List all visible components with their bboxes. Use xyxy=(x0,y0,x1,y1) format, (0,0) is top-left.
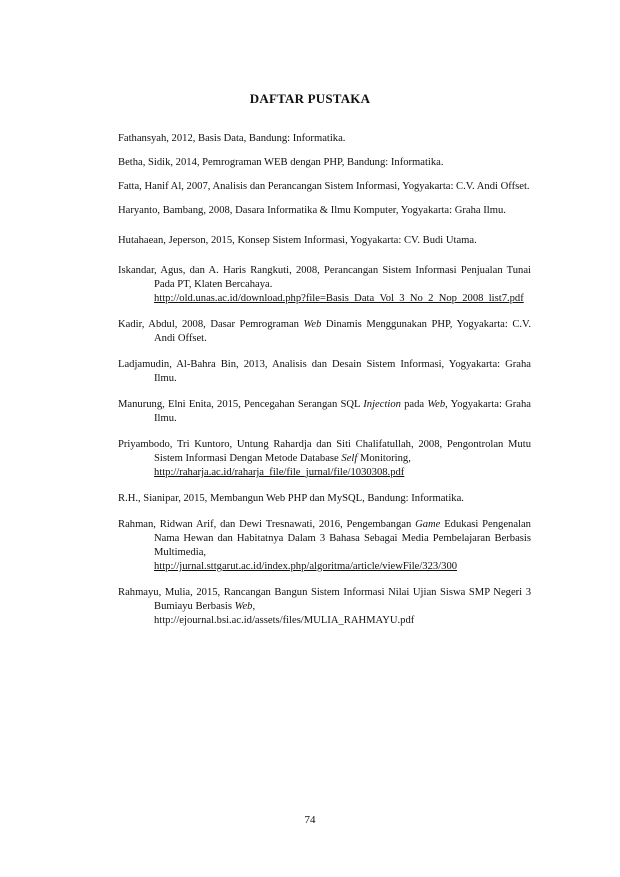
reference-item: Rahmayu, Mulia, 2015, Rancangan Bangun Sistem Informasi Nilai Ujian Siswa SMP Negeri 3 Bumiayu Berbasis Web, http://ejournal.bsi.ac.id/assets/files/MULIA_RAHMAYU.pdf xyxy=(118,587,531,626)
reference-item: Kadir, Abdul, 2008, Dasar Pemrograman Web Dinamis Menggunakan PHP, Yogyakarta: C.V. Andi Offset. xyxy=(118,319,531,344)
reference-link[interactable]: http://raharja.ac.id/raharja_file/file_jurnal/file/1030308.pdf xyxy=(154,467,405,478)
reference-list xyxy=(118,132,531,628)
reference-item: R.H., Sianipar, 2015, Membangun Web PHP dan MySQL, Bandung: Informatika. xyxy=(118,493,464,504)
reference-link[interactable]: http://old.unas.ac.id/download.php?file=Basis_Data_Vol_3_No_2_Nop_2008_list7.pdf xyxy=(154,293,524,304)
reference-item: Rahman, Ridwan Arif, dan Dewi Tresnawati, 2016, Pengembangan Game Edukasi Pengenalan Nama Hewan dan Habitatnya Dalam 3 Bahasa Sebagai Media Pembelajaran Berbasis Multimedia, http://jurnal.sttgarut.ac.id/index.php/algoritma/article/viewFile/323/300 xyxy=(118,519,531,572)
reference-item: Manurung, Elni Enita, 2015, Pencegahan Serangan SQL Injection pada Web, Yogyakarta: Graha Ilmu. xyxy=(118,399,531,424)
reference-url-text: http://ejournal.bsi.ac.id/assets/files/MULIA_RAHMAYU.pdf xyxy=(154,615,415,626)
reference-item: Fathansyah, 2012, Basis Data, Bandung: Informatika. xyxy=(118,133,346,144)
reference-item: Ladjamudin, Al-Bahra Bin, 2013, Analisis dan Desain Sistem Informasi, Yogyakarta: Graha Ilmu. xyxy=(118,359,531,384)
reference-item: Iskandar, Agus, dan A. Haris Rangkuti, 2008, Perancangan Sistem Informasi Penjualan Tunai Pada PT, Klaten Bercahaya. http://old.unas.ac.id/download.php?file=Basis_Data_Vol_3_No_2_Nop_2008_list7.pdf xyxy=(118,265,531,304)
reference-item: Fatta, Hanif Al, 2007, Analisis dan Perancangan Sistem Informasi, Yogyakarta: C.V. Andi Offset. xyxy=(118,181,530,192)
page-number: 74 xyxy=(304,814,316,826)
reference-item: Hutahaean, Jeperson, 2015, Konsep Sistem Informasi, Yogyakarta: CV. Budi Utama. xyxy=(118,235,477,246)
page-title: DAFTAR PUSTAKA xyxy=(249,91,371,106)
reference-link[interactable]: http://jurnal.sttgarut.ac.id/index.php/algoritma/article/viewFile/323/300 xyxy=(154,561,458,572)
reference-item: Betha, Sidik, 2014, Pemrograman WEB dengan PHP, Bandung: Informatika. xyxy=(118,157,444,168)
reference-item: Haryanto, Bambang, 2008, Dasara Informatika & Ilmu Komputer, Yogyakarta: Graha Ilmu. xyxy=(118,205,506,216)
reference-item: Priyambodo, Tri Kuntoro, Untung Rahardja dan Siti Chalifatullah, 2008, Pengontrolan Mutu Sistem Informasi Dengan Metode Database Self Monitoring, http://raharja.ac.id/raharja_file/file_jurnal/file/1030308.pdf xyxy=(118,439,531,478)
